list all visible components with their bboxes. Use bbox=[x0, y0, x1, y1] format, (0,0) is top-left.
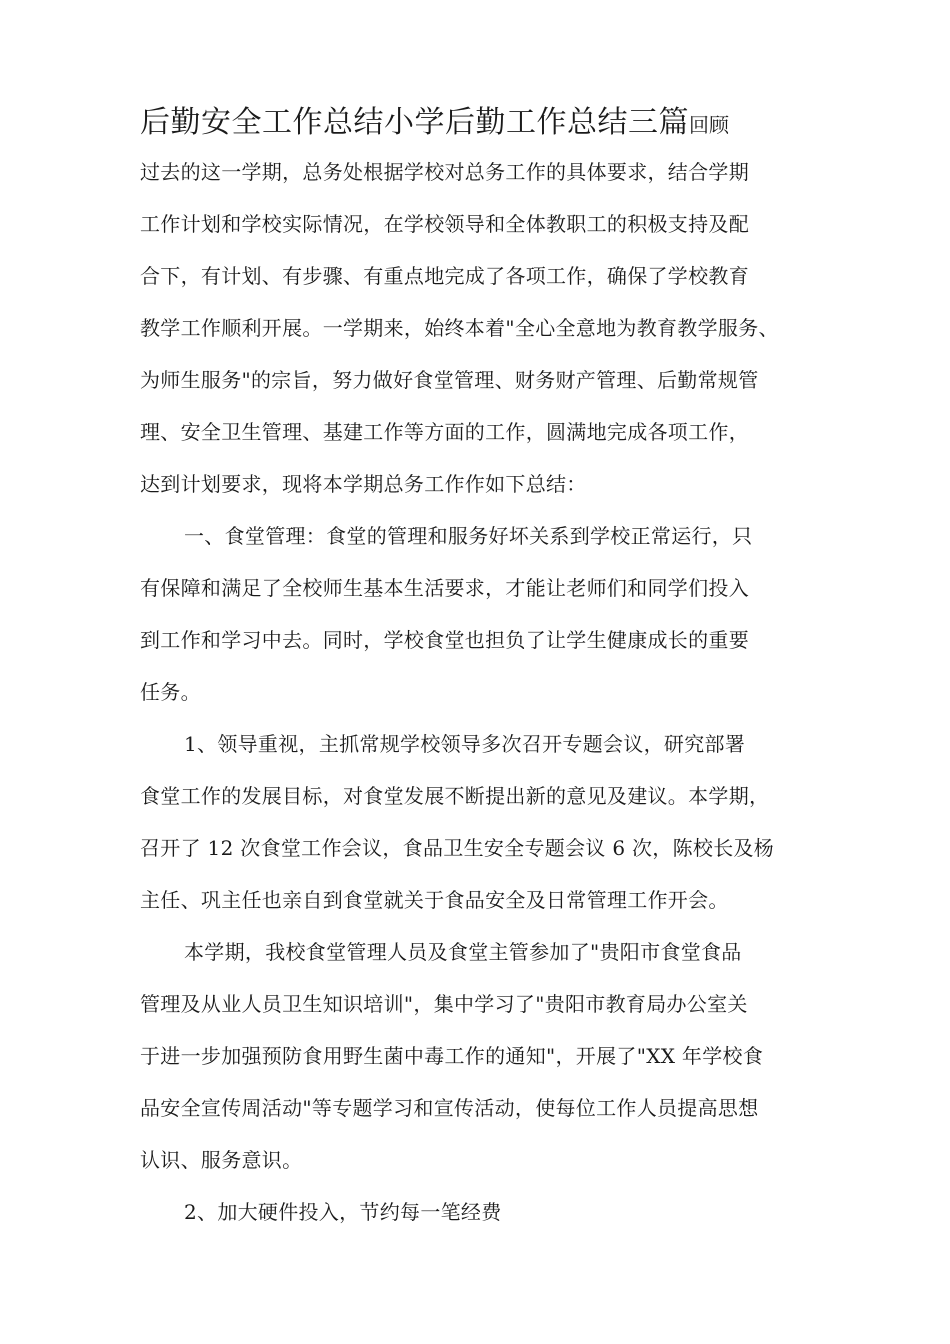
paragraph-line: 本学期，我校食堂管理人员及食堂主管参加了"贵阳市食堂食品 bbox=[184, 940, 742, 964]
paragraph-line: 任务。 bbox=[140, 680, 201, 704]
paragraph-2 bbox=[140, 510, 840, 718]
paragraph-line: 1、领导重视，主抓常规学校领导多次召开专题会议，研究部署 bbox=[184, 732, 746, 756]
paragraph-line: 为师生服务"的宗旨，努力做好食堂管理、财务财产管理、后勤常规管 bbox=[140, 368, 759, 392]
paragraph-3 bbox=[140, 718, 840, 926]
paragraph-line: 教学工作顺利开展。一学期来，始终本着"全心全意地为教育教学服务、 bbox=[140, 316, 779, 340]
paragraph-line: 管理及从业人员卫生知识培训"，集中学习了"贵阳市教育局办公室关 bbox=[140, 992, 748, 1016]
paragraph-5 bbox=[140, 1186, 840, 1238]
paragraph-line: 理、安全卫生管理、基建工作等方面的工作，圆满地完成各项工作， bbox=[140, 420, 749, 444]
document-title: 后勤安全工作总结小学后勤工作总结三篇 bbox=[140, 105, 689, 140]
paragraph-line: 食堂工作的发展目标，对食堂发展不断提出新的意见及建议。本学期， bbox=[140, 784, 770, 808]
paragraph-line: 于进一步加强预防食用野生菌中毒工作的通知"，开展了"XX 年学校食 bbox=[140, 1044, 764, 1068]
paragraph-line: 主任、巩主任也亲自到食堂就关于食品安全及日常管理工作开会。 bbox=[140, 888, 729, 912]
paragraph-line: 工作计划和学校实际情况，在学校领导和全体教职工的积极支持及配 bbox=[140, 212, 749, 236]
paragraph-line: 一、食堂管理：食堂的管理和服务好坏关系到学校正常运行，只 bbox=[184, 524, 753, 548]
title-trailing-text: 回顾 bbox=[689, 113, 729, 137]
paragraph-1 bbox=[140, 146, 840, 510]
paragraph-line: 召开了 12 次食堂工作会议，食品卫生安全专题会议 6 次，陈校长及杨 bbox=[140, 836, 775, 860]
paragraph-line: 品安全宣传周活动"等专题学习和宣传活动，使每位工作人员提高思想 bbox=[140, 1096, 759, 1120]
paragraph-line: 合下，有计划、有步骤、有重点地完成了各项工作，确保了学校教育 bbox=[140, 264, 749, 288]
document-title-line bbox=[140, 100, 840, 146]
paragraph-4 bbox=[140, 926, 840, 1186]
paragraph-line: 有保障和满足了全校师生基本生活要求，才能让老师们和同学们投入 bbox=[140, 576, 749, 600]
paragraph-line: 到工作和学习中去。同时，学校食堂也担负了让学生健康成长的重要 bbox=[140, 628, 749, 652]
document-page bbox=[140, 100, 840, 1238]
paragraph-line: 过去的这一学期，总务处根据学校对总务工作的具体要求，结合学期 bbox=[140, 160, 749, 184]
paragraph-line: 达到计划要求，现将本学期总务工作作如下总结： bbox=[140, 472, 587, 496]
paragraph-line: 认识、服务意识。 bbox=[140, 1148, 303, 1172]
paragraph-line: 2、加大硬件投入，节约每一笔经费 bbox=[184, 1200, 502, 1224]
